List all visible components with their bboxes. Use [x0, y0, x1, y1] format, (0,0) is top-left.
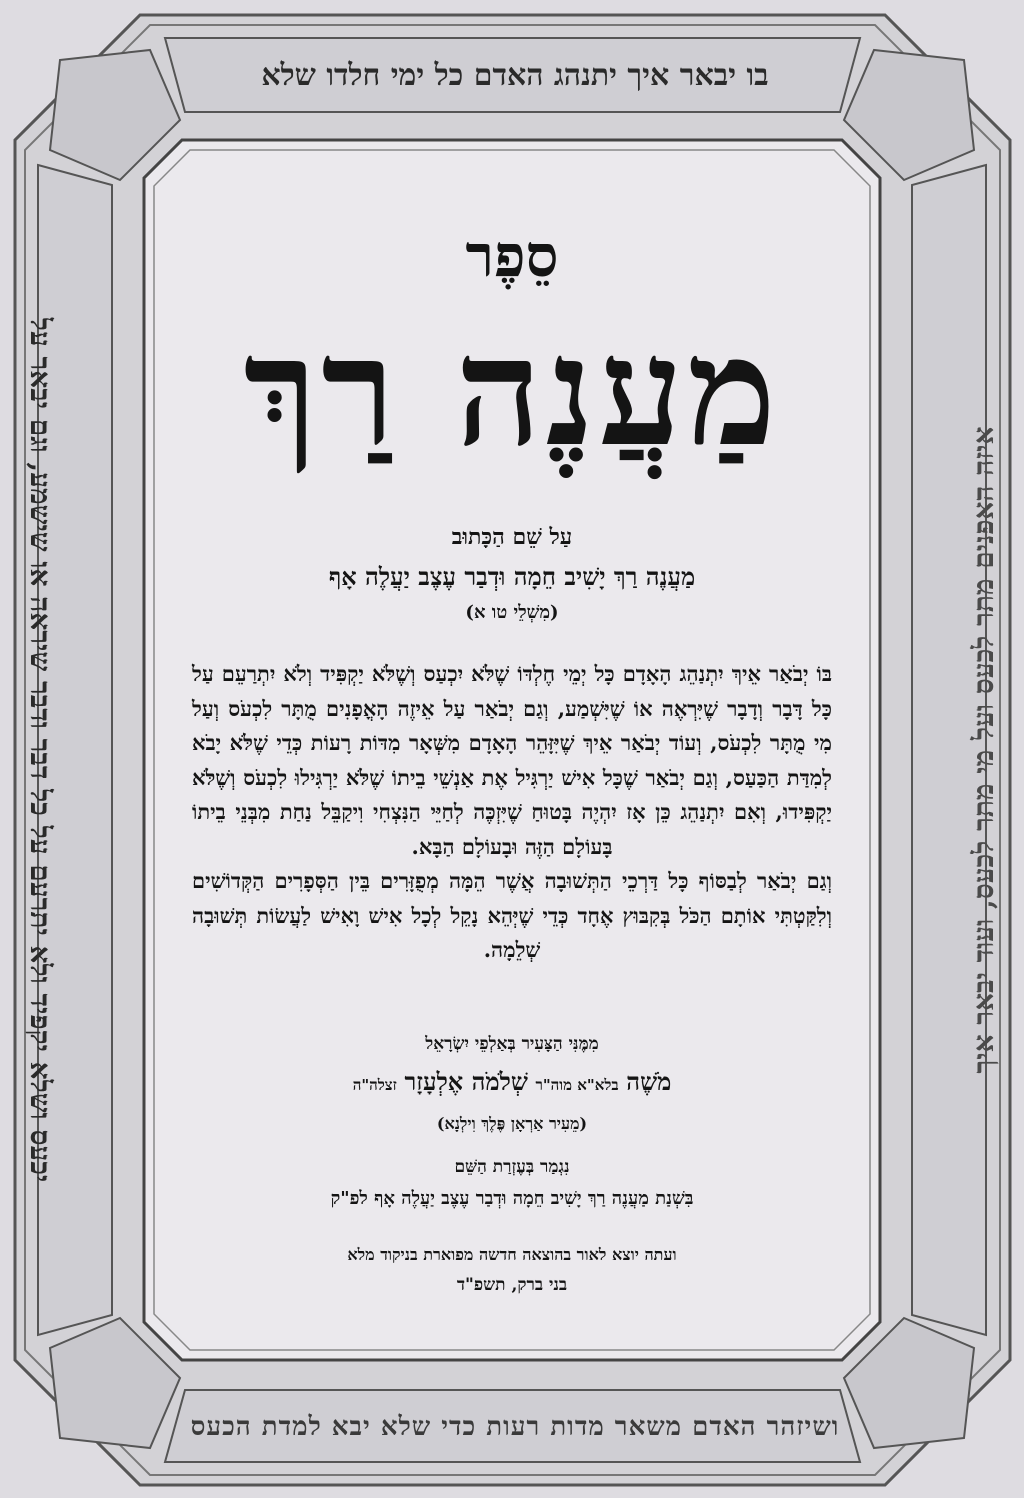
author-name: מֹשֶׁה	[626, 1067, 672, 1096]
completion-note: נִגְמַר בְּעֶזְרַת הַשֵּׁם	[454, 1157, 570, 1177]
publication-place: בני ברק, תשפ"ד	[456, 1275, 568, 1295]
description-paragraph-1: בּוֹ יְבֹאַר אֵיךְ יִתְנַהֵג הָאָדָם כָּל יְמֵי חֶלְדּוֹ שֶׁלֹּא יִכְעַס וְשֶׁלֹּא יַקְפִּיד וְלֹא יִתְרַעֵם עַל כָּל דָּבָר וְדָבָר שֶׁיִּרְאֶה אוֹ שֶׁיִּשְׁמַע, וְגַם יְבֹאַר עַל אֵיזֶה הָאֳפָנִים מֻתָּר לִכְעֹס וְעַל מִי מֻתָּר לִכְעֹס, וְעוֹד יְבֹאַר אֵיךְ שֶׁיִּזָּהֵר הָאָדָם מִשְּׁאָר מִדּוֹת רָעוֹת כְּדֵי שֶׁלֹּא יָבֹא לְמִדַּת הַכַּעַס, וְגַם יְבֹאַר שֶׁכָּל אִישׁ יַרְגִּיל אֶת אַנְשֵׁי בֵיתוֹ שֶׁלֹּא יַרְגִּילוּ לִכְעֹס וְשֶׁלֹּא יַקְפִּידוּ, וְאִם יִתְנַהֵג כֵּן אָז יִהְיֶה בָּטוּחַ שֶׁיִּזְכֶּה לְחַיֵּי הַנִּצְחִי וִיקַבֵּל נַחַת מִבְּנֵי בֵיתוֹ בָּעוֹלָם הַזֶּה וּבָעוֹלָם הַבָּא.	[192, 661, 832, 859]
author-suffix: זצלה"ה	[352, 1076, 397, 1094]
title-panel	[152, 152, 872, 1352]
sefer-heading: סֵפֶר	[465, 222, 559, 290]
author-father: שְׁלֹמֹה אֶלְעָזָר	[404, 1067, 528, 1096]
author-city: (מֵעִיר אַרְאָן פֶּלֶךְ וִילְנָא)	[436, 1114, 588, 1133]
frame-top-text: בו יבאר איך יתנהג האדם כל ימי חלדו שלא	[261, 57, 769, 93]
completion-year: בִּשְׁנַת מַעֲנֶה רַךְ יָשִׁיב חֵמָה וּדְבַר עֶצֶב יַעֲלֶה אָף לפ"ק	[330, 1188, 694, 1209]
description-paragraph-2: וְגַם יְבֹאַר לְבַסּוֹף כָּל דַּרְכֵי הַתְּשׁוּבָה אֲשֶׁר הֵמָּה מְפֻזָּרִים בֵּין הַסְּפָרִים הַקְּדוֹשִׁים וְלִקַּטְתִּי אוֹתָם הַכֹּל בְּקִבּוּץ אֶחָד כְּדֵי שֶׁיְּהֵא נָקֵל לְכָל אִישׁ וָאִישׁ לַעֲשׂוֹת תְּשׁוּבָה שְׁלֵמָה.	[192, 868, 832, 962]
frame-left-text: יכעס ושלא יקפיד ולא יתרעם על כל דבר ודבר שיראה או שישמע, וגם יבאר על	[24, 317, 57, 1183]
al-shem-line: עַל שֵׁם הַכָּתוּב	[451, 524, 573, 550]
author-line	[152, 1067, 872, 1097]
verse-source: (מִשְׁלֵי טו א)	[465, 602, 559, 623]
author-honorific: בלא"א מוה"ר	[535, 1076, 619, 1094]
frame-right-text: איזה האפנים מתר לכעס ועל מי מתר לכעס, ועוד יבאר איך	[967, 426, 1000, 1074]
author-intro: מִמֶּנִּי הַצָּעִיר בְּאַלְפֵי יִשְׂרָאֵל	[425, 1034, 599, 1054]
frame-bottom-text: ושיזהר האדם משאר מדות רעות כדי שלא יבא למדת הכעס	[190, 1412, 840, 1442]
publication-note: ועתה יוצא לאור בהוצאה חדשה מפוארת בניקוד מלא	[347, 1245, 677, 1264]
verse-line: מַעֲנֶה רַךְ יָשִׁיב חֵמָה וּדְבַר עֶצֶב יַעֲלֶה אָף	[328, 562, 696, 591]
book-title: מַעֲנֶה רַךְ	[243, 304, 781, 480]
description-text	[192, 657, 832, 968]
